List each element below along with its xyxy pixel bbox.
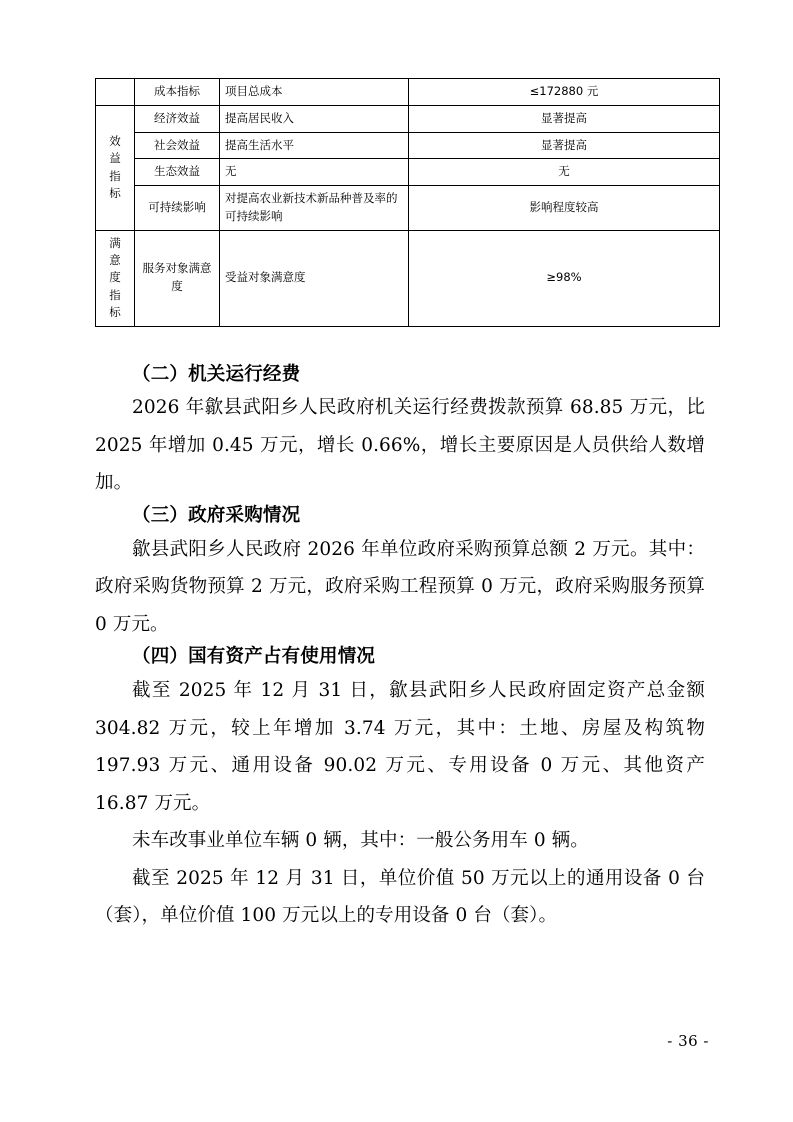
table-row	[96, 79, 720, 106]
section-3-paragraph-1: 歙县武阳乡人民政府 2026 年单位政府采购预算总额 2 万元。其中：政府采购货物预算 2 万元，政府采购工程预算 0 万元，政府采购服务预算 0 万元。	[95, 538, 705, 635]
page-content	[95, 78, 705, 935]
indicator-value-cell: 显著提高	[409, 105, 720, 132]
section-4-paragraph-1: 截至 2025 年 12 月 31 日，歙县武阳乡人民政府固定资产总金额 304.82 万元，较上年增加 3.74 万元，其中：土地、房屋及构筑物 197.93 万元、通用设备 90.02 万元、专用设备 0 万元、其他资产 16.87 万元。	[95, 679, 705, 814]
page-number: - 36 -	[667, 1032, 709, 1050]
indicator-type-cell: 服务对象满意度	[135, 230, 220, 326]
indicator-name-cell: 对提高农业新技术新品种普及率的可持续影响	[220, 186, 409, 231]
indicator-type-cell: 生态效益	[135, 159, 220, 186]
section-heading-2: （二）机关运行经费	[132, 363, 301, 385]
row-group-cell-empty	[96, 79, 135, 106]
section-4-paragraph-3: 截至 2025 年 12 月 31 日，单位价值 50 万元以上的通用设备 0 台（套），单位价值 100 万元以上的专用设备 0 台（套）。	[95, 867, 705, 927]
section-2-paragraph-1: 2026 年歙县武阳乡人民政府机关运行经费拨款预算 68.85 万元，比 2025 年增加 0.45 万元，增长 0.66%，增长主要原因是人员供给人数增加。	[95, 397, 705, 494]
indicator-type-cell: 成本指标	[135, 79, 220, 106]
section-heading-4: （四）国有资产占有使用情况	[132, 646, 376, 668]
indicator-name-cell: 无	[220, 159, 409, 186]
indicator-value-cell: ≥98%	[409, 230, 720, 326]
vertical-label-satisfaction: 满 意 度 指 标	[109, 235, 121, 319]
row-group-cell-benefit	[96, 105, 135, 230]
indicator-type-cell: 社会效益	[135, 132, 220, 159]
indicator-name-cell: 受益对象满意度	[220, 230, 409, 326]
indicator-name-cell: 提高生活水平	[220, 132, 409, 159]
indicator-value-cell: 无	[409, 159, 720, 186]
indicator-name-cell: 项目总成本	[220, 79, 409, 106]
table-row	[96, 186, 720, 231]
indicator-value-cell: 显著提高	[409, 132, 720, 159]
indicator-name-cell: 提高居民收入	[220, 105, 409, 132]
vertical-label-benefit: 效 益 指 标	[109, 134, 121, 200]
indicator-value-cell: ≤172880 元	[409, 79, 720, 106]
row-group-cell-satisfaction	[96, 230, 135, 326]
indicator-type-cell: 经济效益	[135, 105, 220, 132]
section-spacer	[95, 327, 705, 361]
table-row	[96, 132, 720, 159]
performance-indicator-table	[95, 78, 720, 327]
indicator-type-cell: 可持续影响	[135, 186, 220, 231]
table-row	[96, 230, 720, 326]
table-row	[96, 105, 720, 132]
section-heading-3: （三）政府采购情况	[132, 505, 301, 526]
indicator-value-cell: 影响程度较高	[409, 186, 720, 231]
table-row	[96, 159, 720, 186]
section-4-paragraph-2: 未车改事业单位车辆 0 辆，其中：一般公务用车 0 辆。	[132, 830, 589, 852]
